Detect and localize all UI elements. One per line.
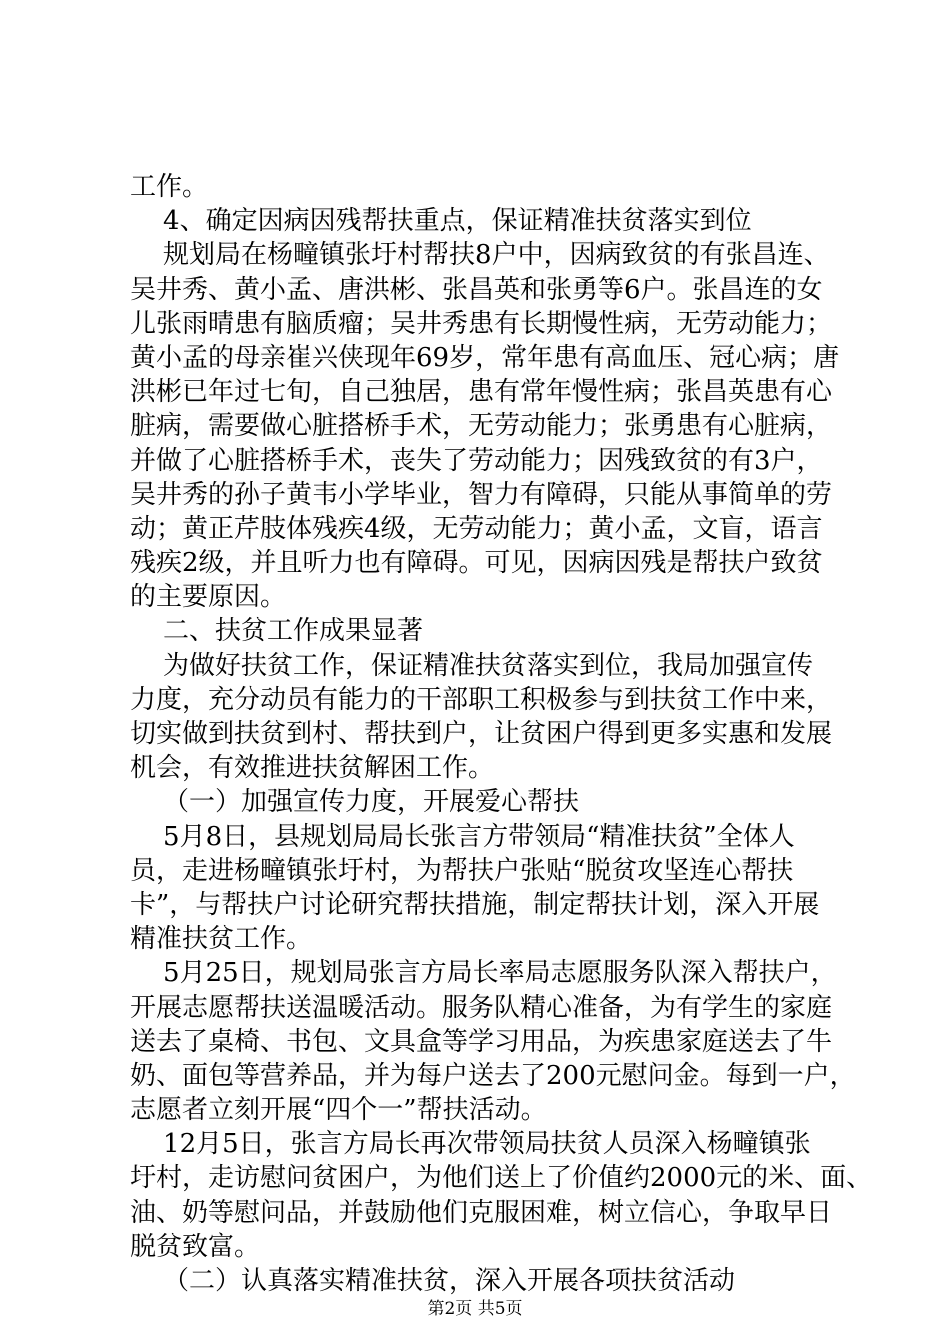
text-line: 脱贫致富。 [130,1231,261,1262]
text-line: 残疾2级，并且听力也有障碍。可见，因病因残是帮扶户致贫 [130,548,823,579]
text-line: 吴井秀、黄小孟、唐洪彬、张昌英和张勇等6户。张昌连的女 [130,274,823,305]
text-line: 吴井秀的孙子黄韦小学毕业，智力有障碍，只能从事简单的劳 [130,479,833,510]
text-line: 员，走进杨疃镇张圩村，为帮扶户张贴“脱贫攻坚连心帮扶 [130,855,794,886]
text-line: 切实做到扶贫到村、帮扶到户，让贫困户得到更多实惠和发展 [130,719,833,749]
text-line: 奶、面包等营养品，并为每户送去了200元慰问金。每到一户， [130,1060,856,1091]
text-line: 力度，充分动员有能力的干部职工积极参与到扶贫工作中来， [130,684,833,715]
text-line: （一）加强宣传力度，开展爱心帮扶 [130,787,580,818]
text-line: 并做了心脏搭桥手术，丧失了劳动能力；因残致贫的有3户， [130,445,823,476]
text-line: 精准扶贫工作。 [130,924,313,955]
text-line: 的主要原因。 [130,582,287,613]
page-footer: 第2页 共5页 [427,1299,523,1319]
text-line: 洪彬已年过七旬，自己独居，患有常年慢性病；张昌英患有心 [130,377,833,408]
text-line: 4、确定因病因残帮扶重点，保证精准扶贫落实到位 [130,206,752,237]
text-line: 二、扶贫工作成果显著 [130,616,424,647]
text-line: 开展志愿帮扶送温暖活动。服务队精心准备，为有学生的家庭 [130,992,833,1023]
text-line: 黄小孟的母亲崔兴侠现年69岁，常年患有高血压、冠心病；唐 [130,342,840,373]
text-line: 12月5日，张言方局长再次带领局扶贫人员深入杨疃镇张 [130,1129,811,1160]
text-line: （二）认真落实精准扶贫，深入开展各项扶贫活动 [130,1266,736,1296]
text-line: 机会，有效推进扶贫解困工作。 [130,753,495,784]
text-line: 送去了桌椅、书包、文具盒等学习用品，为疾患家庭送去了牛 [130,1026,833,1057]
text-line: 规划局在杨疃镇张圩村帮扶8户中，因病致贫的有张昌连、 [130,240,830,271]
text-line: 工作。 [130,172,209,202]
body-text [130,170,873,1298]
text-line: 油、奶等慰问品，并鼓励他们克服困难，树立信心，争取早日 [130,1197,833,1228]
text-line: 动；黄正芹肢体残疾4级，无劳动能力；黄小孟，文盲，语言 [130,513,823,544]
text-line: 卡”，与帮扶户讨论研究帮扶措施，制定帮扶计划，深入开展 [130,889,820,920]
text-line: 为做好扶贫工作，保证精准扶贫落实到位，我局加强宣传 [130,650,814,681]
text-line: 儿张雨晴患有脑质瘤；吴井秀患有长期慢性病，无劳动能力； [130,308,833,339]
text-line: 志愿者立刻开展“四个一”帮扶活动。 [130,1095,547,1126]
text-line: 5月25日，规划局张言方局长率局志愿服务队深入帮扶户， [130,958,837,989]
text-line: 脏病，需要做心脏搭桥手术，无劳动能力；张勇患有心脏病， [130,411,833,442]
text-line: 圩村，走访慰问贫困户，为他们送上了价值约2000元的米、面、 [130,1163,873,1194]
text-line: 5月8日，县规划局局长张言方带领局“精准扶贫”全体人 [130,821,795,852]
